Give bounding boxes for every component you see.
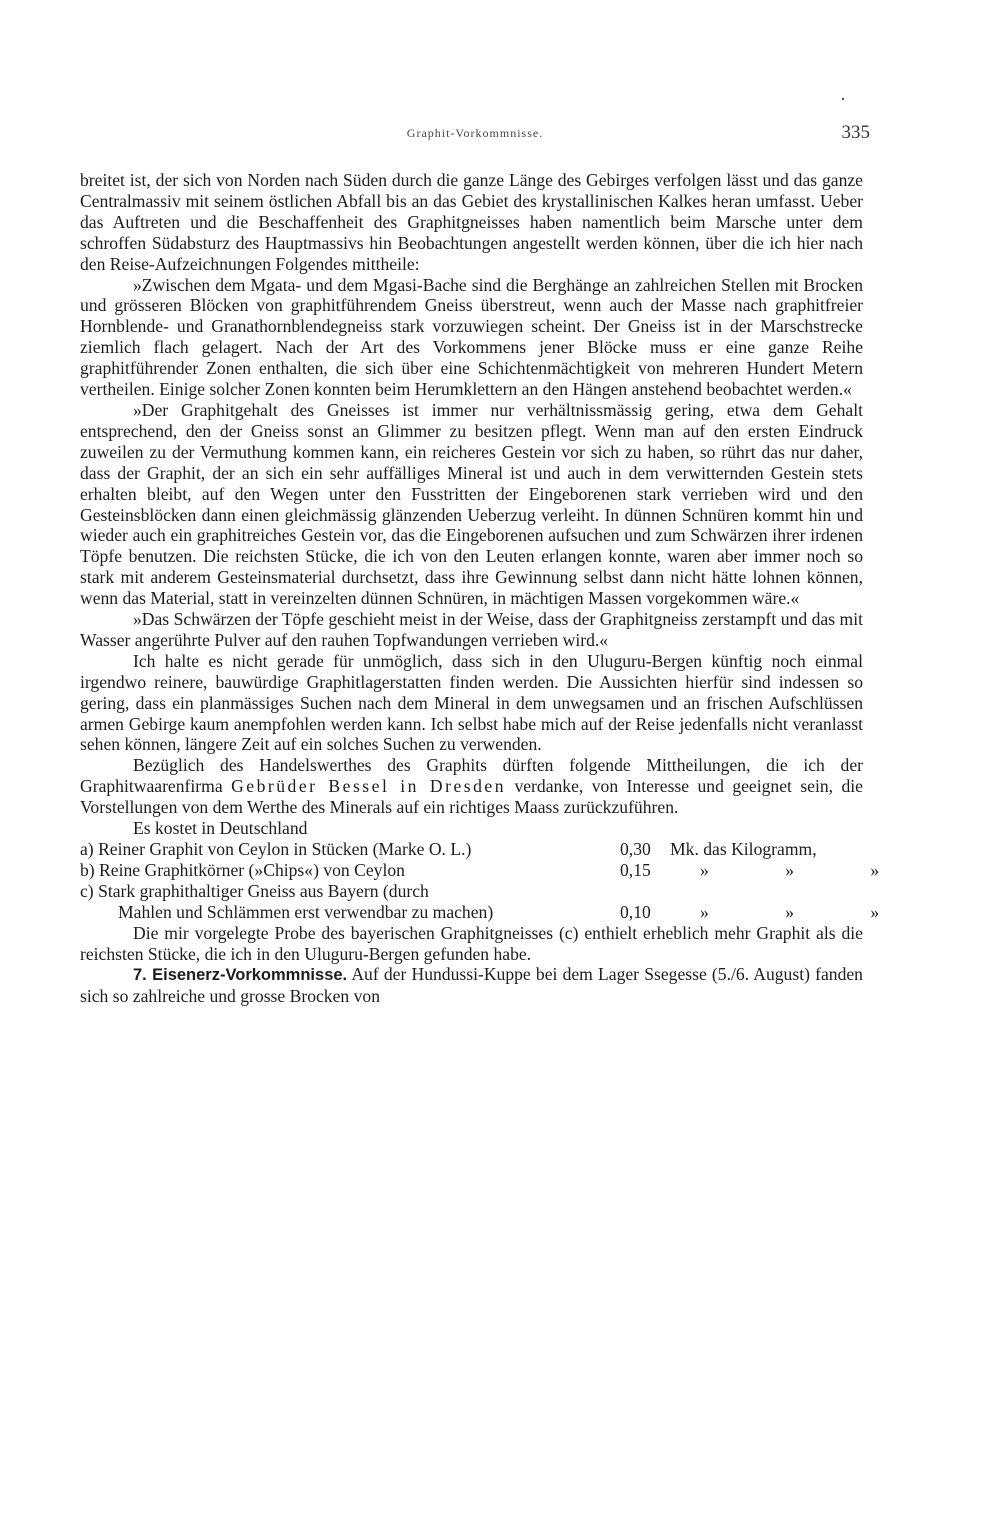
- print-speck: [842, 98, 844, 100]
- price-row-b: [80, 859, 916, 881]
- firm-name: Gebrüder Bessel in Dresden: [231, 776, 507, 797]
- paragraph-price-intro: Es kostet in Deutschland: [133, 818, 308, 839]
- price-item: Mahlen und Schlämmen erst verwendbar zu machen): [118, 901, 494, 922]
- page-number: 335: [841, 122, 870, 143]
- body-text: [80, 170, 916, 1007]
- paragraph-continuation: breitet ist, der sich von Norden nach Süden durch die ganze Länge des Gebirges verfolgen lässt und das ganze Centralmassiv mit seinem östlichen Abfall bis an das Gebiet des krystallinischen Kalkes heran umfasst. Ueber das Auftreten und die Beschaffenheit des Graphitgneisses haben namentlich beim Marsche unter dem schroffen Südabsturz des Hauptmassivs hin Beobachtungen angestellt werden können, über die ich hier nach den Reise-Aufzeichnungen Folgendes mittheile:: [80, 170, 863, 274]
- paragraph-sample-comparison: Die mir vorgelegte Probe des bayerischen Graphitgneisses (c) enthielt erheblich mehr Graphit als die reichsten Stücke, die ich in den Uluguru-Bergen gefunden habe.: [80, 922, 863, 964]
- price-row-a: [80, 839, 863, 860]
- paragraph-quote-boulders: »Zwischen dem Mgata- und dem Mgasi-Bache sind die Berghänge an zahlreichen Stellen mit Brocken und grösseren Blöcken von graphitführendem Gneiss überstreut, wenn auch der Masse nach graphitfreier Hornblende- und Granathornblendegneiss stark vorzuwiegen scheint. Der Gneiss ist in der Marschstrecke ziemlich flach gelagert. Nach der Art des Vorkommens jener Blöcke muss er eine ganze Reihe graphitführender Zonen enthalten, die sich über eine Schichtenmächtigkeit von mehreren Hundert Metern vertheilen. Einige solcher Zonen konnten beim Herumklettern an den Hängen anstehend beobachtet werden.«: [80, 274, 863, 400]
- paragraph-quote-graphite-content: »Der Graphitgehalt des Gneisses ist immer nur verhältnissmässig gering, etwa dem Gehalt entsprechend, den der Gneiss sonst an Glimmer zu besitzen pflegt. Wenn man auf den ersten Eindruck zuweilen zu der Vermuthung kommen kann, ein reicheres Gestein vor sich zu haben, so rührt das nur daher, dass der Graphit, der an sich ein sehr auffälliges Mineral ist und auch in dem verwitternden Gestein stets erhalten bleibt, auf den Wegen unter den Fusstritten der Eingeborenen stark verrieben wird und den Gesteinsblöcken dann einen gleichmässig glänzenden Ueberzug verleiht. In dünnen Schnüren kommt hin und wieder auch ein graphitreiches Gestein vor, das die Eingeborenen aufsuchen und zum Schwärzen ihrer irdenen Töpfe benutzen. Die reichsten Stücke, die ich von den Leuten erlangen konnte, waren aber immer noch so stark mit anderem Gesteinsmaterial durchsetzt, dass ihre Gewinnung selbst dann nicht hätte lohnen können, wenn das Material, statt in vereinzelten dünnen Schnüren, in mächtigen Massen vorgekommen wäre.«: [80, 399, 863, 609]
- price-value: 0,30: [620, 839, 651, 859]
- paragraph-trade-value: [80, 755, 863, 818]
- trade-value-text-1: Bezüglich des Handelswerthes des Graphits dürften folgende Mittheilungen, die ich der Graphitwaarenfirma: [80, 755, 863, 797]
- paragraph-assessment: Ich halte es nicht gerade für unmöglich, dass sich in den Uluguru-Bergen künftig noch einmal irgendwo reinere, bauwürdige Graphitlagerstatten finden werden. Die Aussichten hierfür sind indessen so gering, dass ein planmässiges Suchen nach dem Mineral in dem unwegsamen und an frischen Aufschlüssen armen Gebirge kaum anempfohlen werden kann. Ich selbst habe mich auf der Reise jedenfalls nicht veranlasst sehen können, längere Zeit auf ein solches Suchen zu verwenden.: [80, 650, 863, 755]
- running-title: Graphit-Vorkommnisse.: [406, 126, 544, 140]
- page-header: [80, 122, 870, 150]
- ditto-marks: » » »: [700, 859, 916, 880]
- price-list: [80, 839, 916, 923]
- price-value: 0,15: [620, 859, 651, 880]
- ditto-marks: » » »: [700, 901, 916, 922]
- price-unit: Mk. das Kilogramm,: [670, 839, 817, 859]
- trade-value-text-2: verdanke, von Interesse und geeignet sein, die Vorstellungen von dem Werthe des Minerals auf ein richtiges Maass zurückzuführen.: [80, 776, 863, 818]
- price-value: 0,10: [620, 901, 651, 922]
- price-item: c) Stark graphithaltiger Gneiss aus Bayern (durch: [80, 880, 429, 901]
- price-row-c-continued: [80, 901, 916, 923]
- price-item: a) Reiner Graphit von Ceylon in Stücken (Marke O. L.): [80, 839, 472, 859]
- section-heading: 7. Eisenerz-Vorkommnisse.: [133, 966, 348, 985]
- paragraph-quote-blackening-pots: »Das Schwärzen der Töpfe geschieht meist in der Weise, dass der Graphitgneiss zerstampft und das mit Wasser angerührte Pulver auf den rauhen Topfwandungen verrieben wird.«: [80, 609, 863, 650]
- iron-ore-text: Auf der Hundussi-Kuppe bei dem Lager Ssegesse (5./6. August) fanden sich so zahlreiche und grosse Brocken von: [80, 964, 863, 1007]
- paragraph-iron-ore: [80, 964, 863, 1007]
- price-row-c: [80, 881, 863, 902]
- price-item: b) Reine Graphitkörner (»Chips«) von Ceylon: [80, 859, 405, 880]
